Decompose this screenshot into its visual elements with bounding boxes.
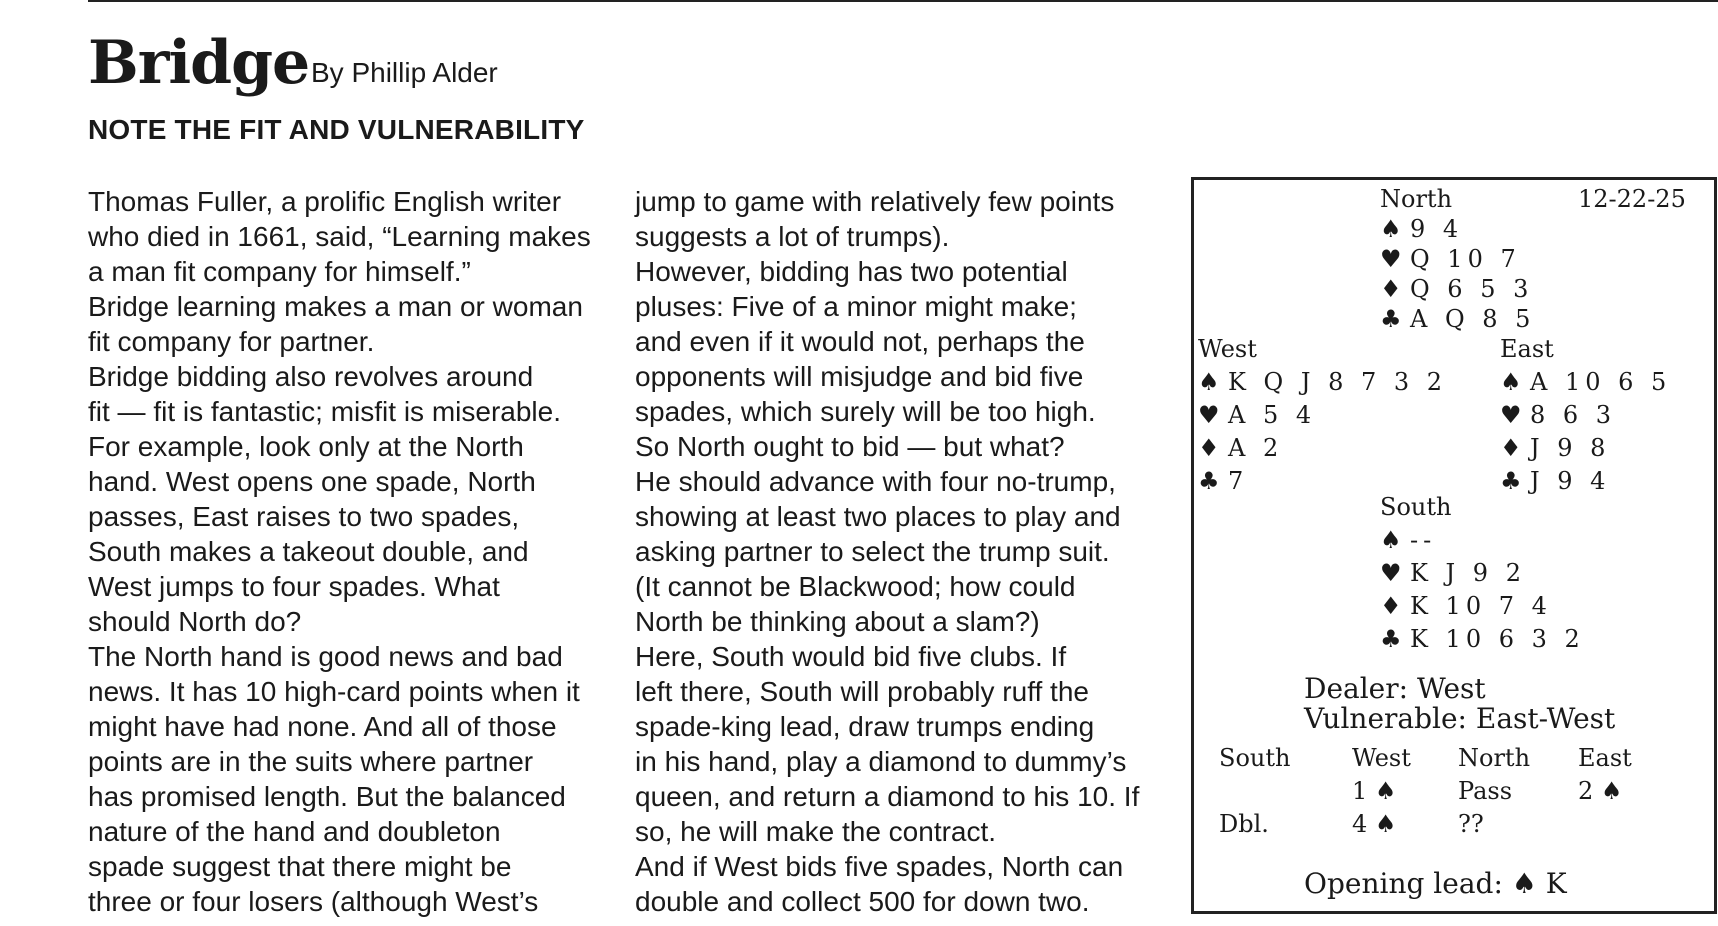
east-heart-cards: 8 6 3: [1530, 401, 1617, 429]
text-line: Bridge bidding also revolves around: [88, 361, 534, 392]
opening-lead: Opening lead: ♠ K: [1304, 867, 1567, 900]
text-line: who died in 1661, said, “Learning makes: [88, 221, 591, 252]
west-spade-cards: K Q J 8 7 3 2: [1228, 368, 1448, 396]
auction-bid: Pass: [1458, 777, 1513, 805]
text-line: double and collect 500 for down two.: [635, 886, 1090, 917]
south-hearts: [1380, 558, 1526, 588]
text-line: has promised length. But the balanced: [88, 781, 566, 812]
text-line: spade suggest that there might be: [88, 851, 512, 882]
auction-header-west: West: [1352, 744, 1411, 772]
text-line: fit company for partner.: [88, 326, 375, 357]
text-line: hand. West opens one spade, North: [88, 466, 536, 497]
west-diamond-cards: A 2: [1228, 434, 1284, 462]
north-heart-cards: Q 10 7: [1410, 245, 1521, 273]
text-line: spade-king lead, draw trumps ending: [635, 711, 1095, 742]
auction-bid: ??: [1458, 810, 1484, 838]
spade-icon: ♠: [1198, 368, 1220, 396]
spade-icon: ♠: [1380, 526, 1402, 554]
text-line: should North do?: [88, 606, 302, 637]
diamond-icon: ♦: [1500, 434, 1522, 462]
west-spades: [1198, 367, 1447, 397]
east-diamond-cards: J 9 8: [1530, 434, 1611, 462]
south-spades: [1380, 525, 1436, 555]
text-line: The North hand is good news and bad: [88, 641, 563, 672]
club-icon: ♣: [1198, 467, 1220, 495]
text-line: And if West bids five spades, North can: [635, 851, 1124, 882]
spade-icon: ♠: [1500, 368, 1522, 396]
top-rule: [88, 0, 1718, 2]
diamond-icon: ♦: [1198, 434, 1220, 462]
diamond-icon: ♦: [1380, 592, 1402, 620]
text-line: North be thinking about a slam?): [635, 606, 1040, 637]
vulnerable-info: Vulnerable: East-West: [1304, 702, 1616, 735]
east-spades: [1500, 367, 1671, 397]
text-line: queen, and return a diamond to his 10. If: [635, 781, 1140, 812]
text-line: For example, look only at the North: [88, 431, 524, 462]
club-icon: ♣: [1380, 305, 1402, 333]
text-line: So North ought to bid — but what?: [635, 431, 1065, 462]
text-line: Bridge learning makes a man or woman: [88, 291, 583, 322]
west-clubs: [1198, 466, 1248, 496]
south-club-cards: K 10 6 3 2: [1410, 625, 1585, 653]
text-line: and even if it would not, perhaps the: [635, 326, 1085, 357]
auction-header-south: South: [1219, 744, 1291, 772]
text-line: news. It has 10 high-card points when it: [88, 676, 580, 707]
text-line: three or four losers (although West’s: [88, 886, 539, 917]
west-label: West: [1198, 335, 1257, 363]
south-spade-cards: --: [1410, 526, 1437, 554]
byline: By Phillip Alder: [311, 57, 498, 88]
heart-icon: ♥: [1380, 245, 1402, 273]
club-icon: ♣: [1380, 625, 1402, 653]
text-line: South makes a takeout double, and: [88, 536, 529, 567]
south-diamond-cards: K 10 7 4: [1410, 592, 1552, 620]
text-line: spades, which surely will be too high.: [635, 396, 1096, 427]
north-label: North: [1380, 185, 1453, 213]
text-line: in his hand, play a diamond to dummy’s: [635, 746, 1127, 777]
west-club-cards: 7: [1228, 467, 1249, 495]
south-label: South: [1380, 493, 1452, 521]
auction-header-north: North: [1458, 744, 1531, 772]
text-line: Here, South would bid five clubs. If: [635, 641, 1067, 672]
text-line: However, bidding has two potential: [635, 256, 1068, 287]
text-line: (It cannot be Blackwood; how could: [635, 571, 1076, 602]
bridge-diagram: [1191, 177, 1717, 914]
east-spade-cards: A 10 6 5: [1530, 368, 1672, 396]
east-hearts: [1500, 400, 1616, 430]
north-club-cards: A Q 8 5: [1410, 305, 1536, 333]
north-clubs: [1380, 304, 1535, 334]
club-icon: ♣: [1500, 467, 1522, 495]
auction-bid: Dbl.: [1219, 810, 1269, 838]
heart-icon: ♥: [1380, 559, 1402, 587]
east-clubs: [1500, 466, 1610, 496]
text-line: left there, South will probably ruff the: [635, 676, 1089, 707]
text-line: passes, East raises to two spades,: [88, 501, 520, 532]
text-line: jump to game with relatively few points: [635, 186, 1115, 217]
diagram-date: 12-22-25: [1578, 185, 1686, 213]
east-club-cards: J 9 4: [1530, 467, 1611, 495]
text-line: West jumps to four spades. What: [88, 571, 500, 602]
south-heart-cards: K J 9 2: [1410, 559, 1526, 587]
article-column-2: [635, 184, 1155, 919]
north-hearts: [1380, 244, 1521, 274]
text-line: so, he will make the contract.: [635, 816, 997, 847]
auction-bid: 2 ♠: [1578, 777, 1623, 805]
text-line: asking partner to select the trump suit.: [635, 536, 1110, 567]
text-line: Thomas Fuller, a prolific English writer: [88, 186, 562, 217]
text-line: pluses: Five of a minor might make;: [635, 291, 1077, 322]
text-line: He should advance with four no-trump,: [635, 466, 1116, 497]
article-column-1: [88, 184, 608, 919]
text-line: might have had none. And all of those: [88, 711, 557, 742]
north-spades: [1380, 214, 1463, 244]
auction-bid: 4 ♠: [1352, 810, 1397, 838]
dealer-info: Dealer: West: [1304, 672, 1486, 705]
west-heart-cards: A 5 4: [1228, 401, 1317, 429]
east-diamonds: [1500, 433, 1610, 463]
text-line: opponents will misjudge and bid five: [635, 361, 1084, 392]
headline: NOTE THE FIT AND VULNERABILITY: [88, 114, 585, 145]
south-diamonds: [1380, 591, 1552, 621]
west-hearts: [1198, 400, 1316, 430]
spade-icon: ♠: [1380, 215, 1402, 243]
west-diamonds: [1198, 433, 1283, 463]
east-label: East: [1500, 335, 1554, 363]
text-line: nature of the hand and doubleton: [88, 816, 501, 847]
text-line: fit — fit is fantastic; misfit is miserable.: [88, 396, 561, 427]
north-diamonds: [1380, 274, 1533, 304]
text-line: suggests a lot of trumps).: [635, 221, 950, 252]
auction-header-east: East: [1578, 744, 1632, 772]
south-clubs: [1380, 624, 1585, 654]
column-title: Bridge: [88, 28, 310, 98]
north-spade-cards: 9 4: [1410, 215, 1464, 243]
text-line: a man fit company for himself.”: [88, 256, 471, 287]
diamond-icon: ♦: [1380, 275, 1402, 303]
north-diamond-cards: Q 6 5 3: [1410, 275, 1534, 303]
heart-icon: ♥: [1500, 401, 1522, 429]
text-line: showing at least two places to play and: [635, 501, 1121, 532]
text-line: points are in the suits where partner: [88, 746, 534, 777]
auction-bid: 1 ♠: [1352, 777, 1397, 805]
heart-icon: ♥: [1198, 401, 1220, 429]
